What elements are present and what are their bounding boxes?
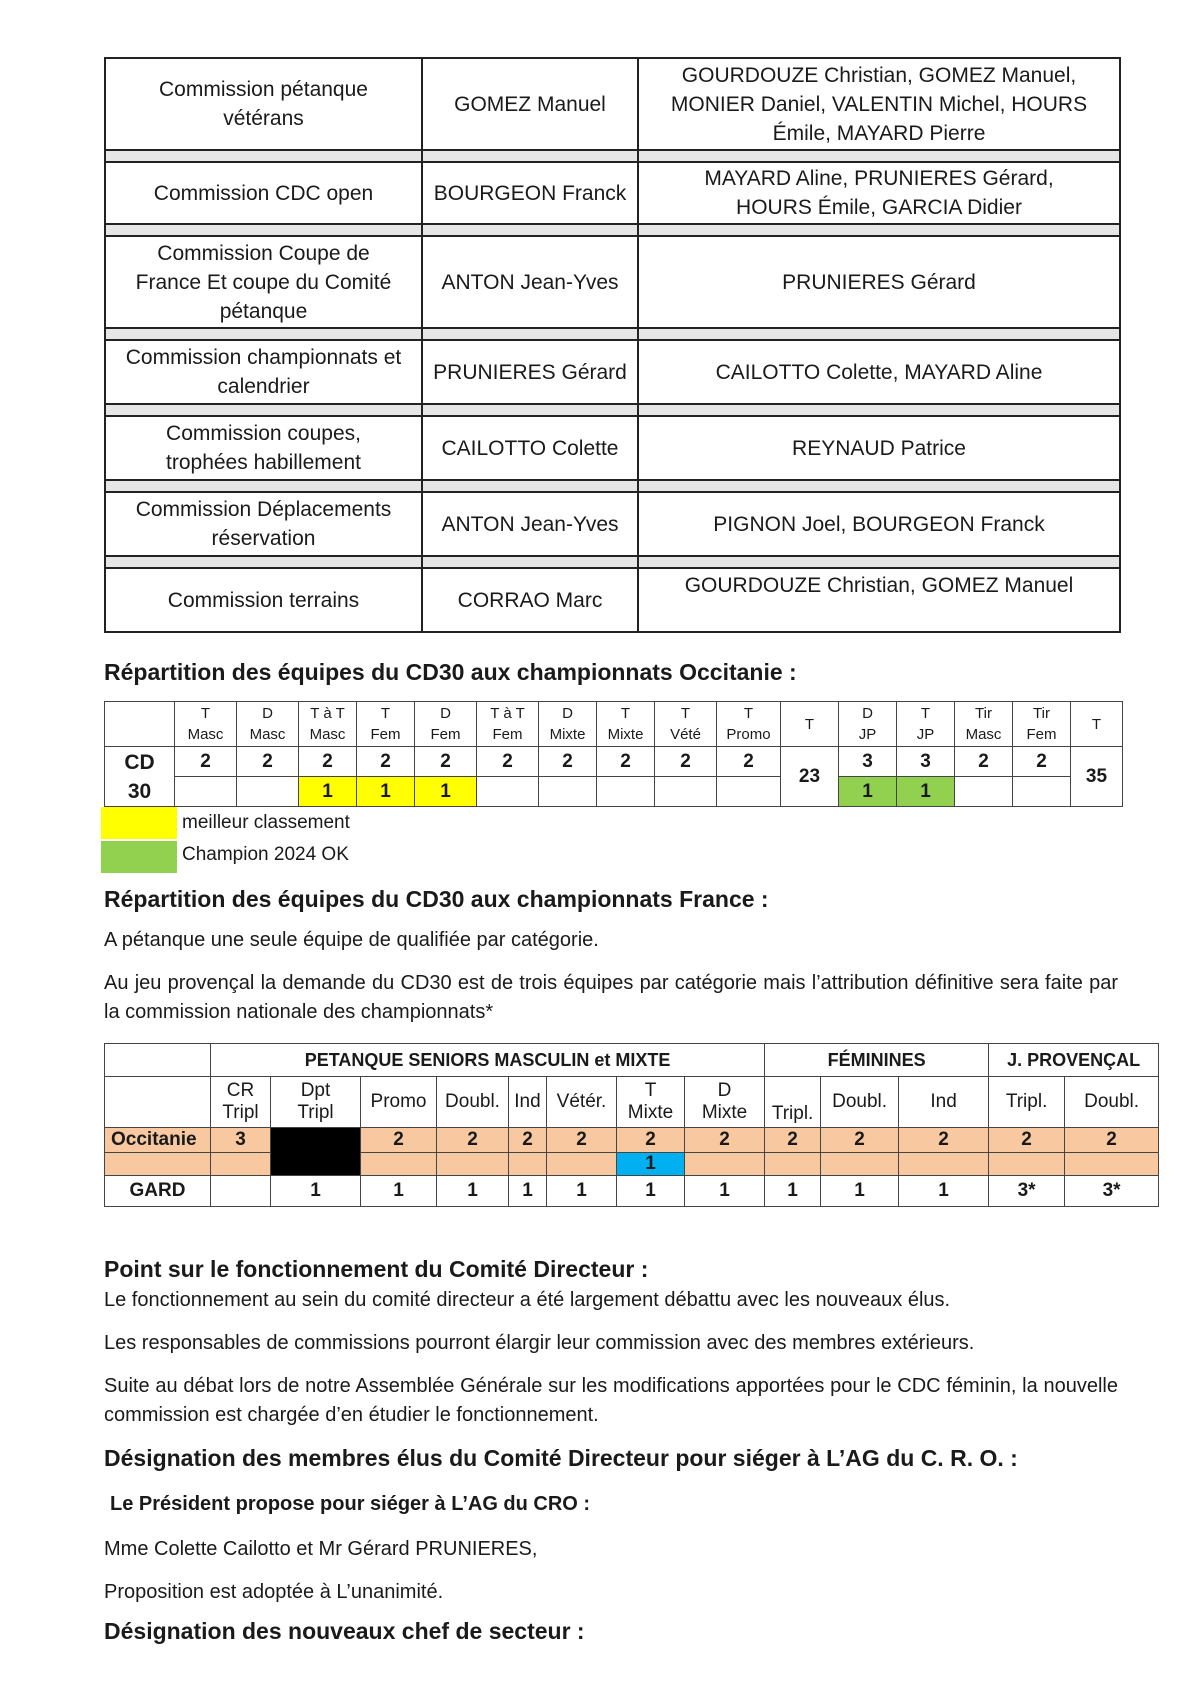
- designation-adopted: Proposition est adoptée à L’unanimité.: [104, 1581, 444, 1603]
- column-header: T Mixte: [597, 702, 655, 747]
- table-cell: 2: [361, 1128, 437, 1153]
- column-header: Tir Fem: [1013, 702, 1071, 747]
- header-corner: [105, 1044, 211, 1077]
- table-cell: 1: [821, 1176, 899, 1207]
- commission-name: Commission Déplacements réservation: [105, 492, 422, 556]
- commission-name: Commission championnats et calendrier: [105, 340, 422, 404]
- commission-head: CORRAO Marc: [422, 568, 638, 632]
- table-row: [105, 747, 1123, 777]
- table-cell: 2: [685, 1128, 765, 1153]
- table-row: [105, 236, 1120, 328]
- highlight-cell: 1: [897, 777, 955, 807]
- total-header: T: [781, 702, 839, 747]
- table-cell: 2: [597, 747, 655, 777]
- row-label: CD 30: [105, 747, 175, 807]
- table-cell: [437, 1153, 509, 1176]
- row-label: GARD: [105, 1176, 211, 1207]
- commission-name: Commission Coupe de France Et coupe du Comité pétanque: [105, 236, 422, 328]
- table-cell: [597, 777, 655, 807]
- table-cell: [1013, 777, 1071, 807]
- table-cell: [547, 1153, 617, 1176]
- column-header: T Fem: [357, 702, 415, 747]
- table-cell: 2: [899, 1128, 989, 1153]
- france-table: [104, 1043, 1159, 1207]
- table-row: [105, 1153, 1159, 1176]
- total-cell: 23: [781, 747, 839, 807]
- table-cell: [685, 1153, 765, 1176]
- table-row: [105, 1176, 1159, 1207]
- table-cell: [539, 777, 597, 807]
- column-header: Promo: [361, 1077, 437, 1128]
- table-cell: [105, 1153, 211, 1176]
- commission-members: MAYARD Aline, PRUNIERES Gérard, HOURS Émile, GARCIA Didier: [638, 162, 1120, 224]
- table-cell: [211, 1153, 271, 1176]
- table-cell: [361, 1153, 437, 1176]
- column-header: Tir Masc: [955, 702, 1013, 747]
- column-header: Dpt Tripl: [271, 1077, 361, 1128]
- table-cell: 2: [989, 1128, 1065, 1153]
- commission-members: REYNAUD Patrice: [638, 416, 1120, 480]
- table-cell: 3*: [989, 1176, 1065, 1207]
- comite-paragraph: Les responsables de commissions pourront élargir leur commission avec des membres extérieurs.: [104, 1332, 975, 1354]
- table-cell: 2: [655, 747, 717, 777]
- comite-paragraph: Suite au débat lors de notre Assemblée Générale sur les modifications apportées pour le CDC féminin, la nouvelle commission est chargée d’en étudier le fonctionnement.: [104, 1375, 1118, 1426]
- column-header: T Mixte: [617, 1077, 685, 1128]
- table-cell: 1: [271, 1176, 361, 1207]
- legend-label: Champion 2024 OK: [182, 844, 349, 865]
- table-cell: 1: [547, 1176, 617, 1207]
- legend-swatch-yellow: [101, 807, 177, 839]
- highlight-cell: 1: [415, 777, 477, 807]
- occitanie-table: [104, 701, 1123, 807]
- designation-subheading: Le Président propose pour siéger à L’AG du CRO :: [110, 1493, 591, 1515]
- blocked-cell: [271, 1128, 361, 1176]
- table-cell: [821, 1153, 899, 1176]
- column-header: Ind: [509, 1077, 547, 1128]
- table-row: [105, 492, 1120, 556]
- table-cell: 2: [539, 747, 597, 777]
- commission-name: Commission coupes, trophées habillement: [105, 416, 422, 480]
- column-header: T JP: [897, 702, 955, 747]
- column-header: Doubl.: [821, 1077, 899, 1128]
- table-row: [105, 702, 1123, 747]
- commission-members: PIGNON Joel, BOURGEON Franck: [638, 492, 1120, 556]
- commission-members: GOURDOUZE Christian, GOMEZ Manuel, MONIER Daniel, VALENTIN Michel, HOURS Émile, MAYARD Pierre: [638, 58, 1120, 150]
- occitanie-heading: Répartition des équipes du CD30 aux championnats Occitanie :: [104, 659, 797, 685]
- column-header: D JP: [839, 702, 897, 747]
- table-cell: [237, 777, 299, 807]
- column-header: D Mixte: [685, 1077, 765, 1128]
- table-cell: 2: [765, 1128, 821, 1153]
- table-cell: [175, 777, 237, 807]
- table-cell: [477, 777, 539, 807]
- commission-head: ANTON Jean-Yves: [422, 492, 638, 556]
- table-cell: 2: [1013, 747, 1071, 777]
- column-header: Ind: [899, 1077, 989, 1128]
- commission-head: CAILOTTO Colette: [422, 416, 638, 480]
- table-row: [105, 1077, 1159, 1128]
- column-header: T Promo: [717, 702, 781, 747]
- table-cell: 2: [477, 747, 539, 777]
- table-cell: [955, 777, 1013, 807]
- comite-heading: Point sur le fonctionnement du Comité Directeur :: [104, 1256, 649, 1282]
- table-cell: [717, 777, 781, 807]
- column-header: D Fem: [415, 702, 477, 747]
- commission-name: Commission CDC open: [105, 162, 422, 224]
- france-paragraph: Au jeu provençal la demande du CD30 est de trois équipes par catégorie mais l’attribution définitive sera faite par la commission nationale des championnats*: [104, 972, 1118, 1023]
- total-cell: 35: [1071, 747, 1123, 807]
- group-header: FÉMININES: [765, 1044, 989, 1077]
- commission-head: BOURGEON Franck: [422, 162, 638, 224]
- table-cell: 1: [617, 1176, 685, 1207]
- row-label: Occitanie: [105, 1128, 211, 1153]
- group-header: PETANQUE SENIORS MASCULIN et MIXTE: [211, 1044, 765, 1077]
- header-corner: [105, 702, 175, 747]
- table-cell: [899, 1153, 989, 1176]
- designation-heading: Désignation des membres élus du Comité Directeur pour siéger à L’AG du C. R. O. :: [104, 1445, 1018, 1471]
- column-header: CR Tripl: [211, 1077, 271, 1128]
- secteur-heading: Désignation des nouveaux chef de secteur :: [104, 1618, 585, 1644]
- header-corner: [105, 1077, 211, 1128]
- column-header: Vétér.: [547, 1077, 617, 1128]
- table-cell: [509, 1153, 547, 1176]
- column-header: Tripl.: [989, 1077, 1065, 1128]
- table-row: [105, 1044, 1159, 1077]
- table-cell: 1: [361, 1176, 437, 1207]
- commission-name: Commission terrains: [105, 568, 422, 632]
- commission-members: GOURDOUZE Christian, GOMEZ Manuel: [638, 568, 1120, 632]
- commission-table: [104, 57, 1121, 633]
- column-header: Doubl.: [437, 1077, 509, 1128]
- table-cell: 1: [685, 1176, 765, 1207]
- designation-names: Mme Colette Cailotto et Mr Gérard PRUNIERES,: [104, 1538, 538, 1560]
- table-cell: 2: [1065, 1128, 1159, 1153]
- highlight-cell: 1: [299, 777, 357, 807]
- column-header: T Vété: [655, 702, 717, 747]
- table-row: [105, 568, 1120, 632]
- column-header: T Masc: [175, 702, 237, 747]
- commission-head: GOMEZ Manuel: [422, 58, 638, 150]
- table-cell: 2: [437, 1128, 509, 1153]
- legend-label: meilleur classement: [182, 812, 350, 833]
- table-row: [105, 1128, 1159, 1153]
- table-cell: 2: [955, 747, 1013, 777]
- column-header: Doubl.: [1065, 1077, 1159, 1128]
- column-header: D Mixte: [539, 702, 597, 747]
- commission-members: CAILOTTO Colette, MAYARD Aline: [638, 340, 1120, 404]
- france-paragraph: A pétanque une seule équipe de qualifiée par catégorie.: [104, 929, 599, 951]
- table-row: [105, 58, 1120, 150]
- commission-members: PRUNIERES Gérard: [638, 236, 1120, 328]
- table-cell: [1065, 1153, 1159, 1176]
- table-cell: 1: [899, 1176, 989, 1207]
- table-cell: 1: [765, 1176, 821, 1207]
- table-row: [105, 416, 1120, 480]
- table-cell: 3*: [1065, 1176, 1159, 1207]
- france-heading: Répartition des équipes du CD30 aux championnats France :: [104, 886, 769, 912]
- total-header: T: [1071, 702, 1123, 747]
- highlight-cell: 1: [357, 777, 415, 807]
- table-cell: 2: [717, 747, 781, 777]
- commission-head: ANTON Jean-Yves: [422, 236, 638, 328]
- highlight-cell: 1: [617, 1153, 685, 1176]
- table-cell: 2: [357, 747, 415, 777]
- table-cell: 2: [175, 747, 237, 777]
- table-cell: [655, 777, 717, 807]
- commission-head: PRUNIERES Gérard: [422, 340, 638, 404]
- table-cell: 1: [509, 1176, 547, 1207]
- table-cell: 1: [437, 1176, 509, 1207]
- table-row: [105, 340, 1120, 404]
- column-header: T à T Fem: [477, 702, 539, 747]
- table-cell: 2: [547, 1128, 617, 1153]
- table-cell: 2: [617, 1128, 685, 1153]
- table-row: [105, 162, 1120, 224]
- table-row: [105, 777, 1123, 807]
- legend-swatch-green: [101, 841, 177, 873]
- table-cell: 2: [237, 747, 299, 777]
- table-cell: [989, 1153, 1065, 1176]
- table-cell: 3: [839, 747, 897, 777]
- column-header: D Masc: [237, 702, 299, 747]
- table-cell: 3: [897, 747, 955, 777]
- table-cell: 2: [299, 747, 357, 777]
- column-header: T à T Masc: [299, 702, 357, 747]
- commission-name: Commission pétanque vétérans: [105, 58, 422, 150]
- table-cell: [765, 1153, 821, 1176]
- table-cell: 3: [211, 1128, 271, 1153]
- group-header: J. PROVENÇAL: [989, 1044, 1159, 1077]
- comite-paragraph: Le fonctionnement au sein du comité directeur a été largement débattu avec les nouveaux élus.: [104, 1289, 951, 1311]
- table-cell: [211, 1176, 271, 1207]
- table-cell: 2: [415, 747, 477, 777]
- table-cell: 2: [821, 1128, 899, 1153]
- column-header: Tripl.: [765, 1077, 821, 1128]
- highlight-cell: 1: [839, 777, 897, 807]
- table-cell: 2: [509, 1128, 547, 1153]
